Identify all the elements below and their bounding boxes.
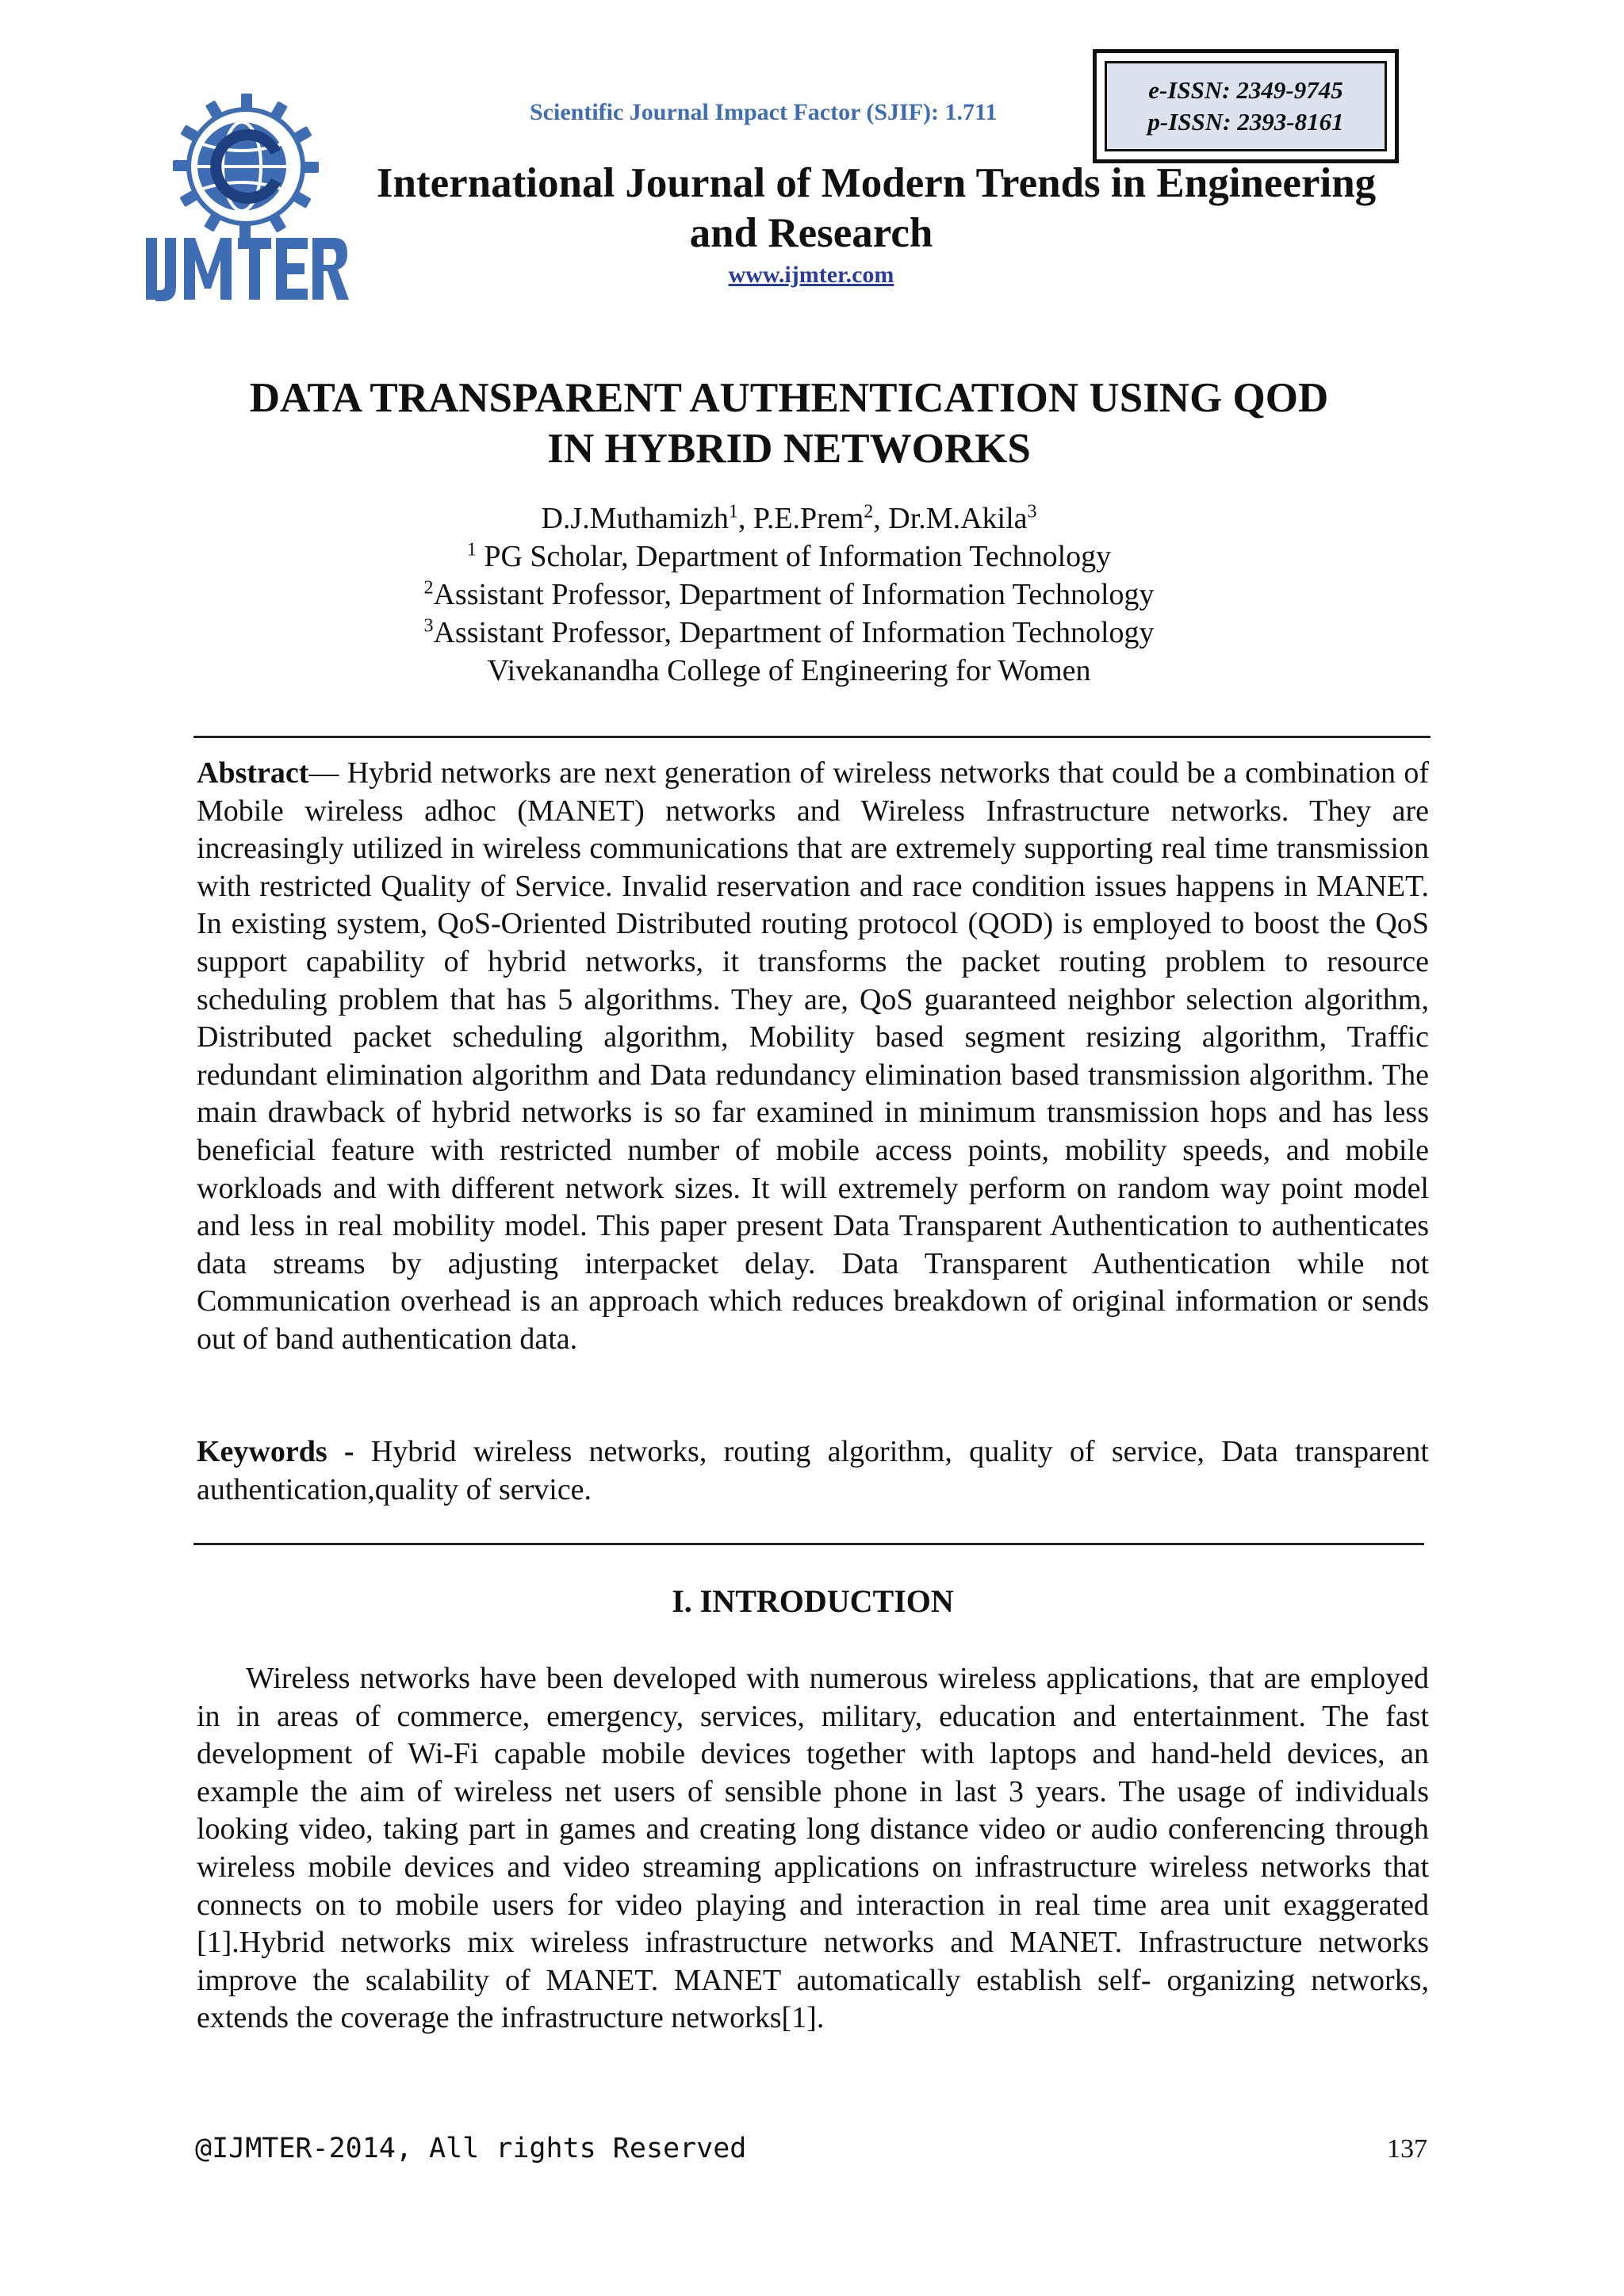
keywords <box>197 1433 1429 1509</box>
affiliation-2: $^2$Assistant Professor, Department of Information Technology <box>423 577 1155 611</box>
paper-title-line2: IN HYBRID NETWORKS <box>547 426 1031 472</box>
divider-top <box>193 736 1431 738</box>
e-issn: e-ISSN: 2349-9745 <box>1148 76 1343 104</box>
journal-url-link[interactable]: www.ijmter.com <box>728 262 894 288</box>
sjif-impact-factor: Scientific Journal Impact Factor (SJIF): 1.711 <box>530 99 998 125</box>
author-mark: 1 <box>728 501 738 522</box>
page-number: 137 <box>1387 2134 1427 2164</box>
paper-title-line1: DATA TRANSPARENT AUTHENTICATION USING QOD <box>249 375 1329 421</box>
college-name: Vivekanandha College of Engineering for Women <box>487 654 1091 687</box>
paper-title <box>182 373 1396 474</box>
journal-title <box>349 159 1404 258</box>
author-name: D.J.Muthamizh <box>541 502 729 535</box>
author-mark: 3 <box>1027 501 1037 522</box>
author-list: D.J.Muthamizh$^1$, P.E.Prem$^2$, Dr.M.Akila$^3$ <box>541 501 1037 535</box>
introduction-text: Wireless networks have been developed with numerous wireless applications, that are employed in in areas of commerce, emergency, services, military, education and entertainment. The fast development of Wi-Fi capable mobile devices together with laptops and hand-held devices, an example the aim of wireless net users of sensible phone in last 3 years. The usage of individuals looking video, taking part in games and creating long distance video or audio conferencing through wireless mobile devices and video streaming applications on infrastructure wireless networks that connects on to mobile users for video playing and interaction in real time area unit exaggerated [1].Hybrid networks mix wireless infrastructure networks and MANET. Infrastructure networks improve the scalability of MANET. MANET automatically establish self- organizing networks, extends the coverage the infrastructure networks[1]. <box>197 1662 1429 2035</box>
abstract-dash: — <box>308 756 347 790</box>
issn-box-inner <box>1105 61 1387 151</box>
affiliation-3: $^3$Assistant Professor, Department of Information Technology <box>423 615 1155 649</box>
abstract-label: Abstract <box>197 756 309 790</box>
ijmter-logo <box>143 79 349 309</box>
logo-wordmark <box>146 238 349 301</box>
logo-globe-icon <box>197 122 286 211</box>
issn-box <box>1093 49 1399 163</box>
keywords-label: Keywords - <box>197 1435 371 1468</box>
p-issn: p-ISSN: 2393-8161 <box>1147 108 1344 136</box>
abstract <box>197 755 1429 1359</box>
keywords-text: Hybrid wireless networks, routing algorithm, quality of service, Data transparent authentication,quality of service. <box>197 1435 1429 1506</box>
author-block <box>182 499 1396 690</box>
abstract-text: Hybrid networks are next generation of wireless networks that could be a combination of Mobile wireless adhoc (MANET) networks and Wireless Infrastructure networks. They are increasingly utilized in wireless communications that are extremely supporting real time transmission with restricted Quality of Service. Invalid reservation and race condition issues happens in MANET. In existing system, QoS-Oriented Distributed routing protocol (QOD) is employed to boost the QoS support capability of hybrid networks, it transforms the packet routing problem to resource scheduling problem that has 5 algorithms. They are, QoS guaranteed neighbor selection algorithm, Distributed packet scheduling algorithm, Mobility based segment resizing algorithm, Traffic redundant elimination algorithm and Data redundancy elimination based transmission algorithm. The main drawback of hybrid networks is so far examined in minimum transmission hops and has less beneficial feature with restricted number of mobile access points, mobility speeds, and mobile workloads and with different network sizes. It will extremely perform on random way point model and less in real mobility model. This paper present Data Transparent Authentication to authenticates data streams by adjusting interpacket delay. Data Transparent Authentication while not Communication overhead is an approach which reduces breakdown of original information or sends out of band authentication data. <box>197 756 1430 1356</box>
author-name: Dr.M.Akila <box>888 502 1028 535</box>
affiliation-1: $^1$ PG Scholar, Department of Information Technology <box>466 539 1112 573</box>
footer-copyright: @IJMTER-2014, All rights Reserved <box>195 2133 747 2164</box>
author-mark: 2 <box>864 501 874 522</box>
journal-title-line1: International Journal of Modern Trends in Engineering <box>376 160 1377 206</box>
author-name: P.E.Prem <box>753 502 864 535</box>
divider-bottom <box>193 1543 1424 1545</box>
journal-title-line2: and Research <box>689 210 933 256</box>
introduction-heading: I. INTRODUCTION <box>672 1583 954 1619</box>
